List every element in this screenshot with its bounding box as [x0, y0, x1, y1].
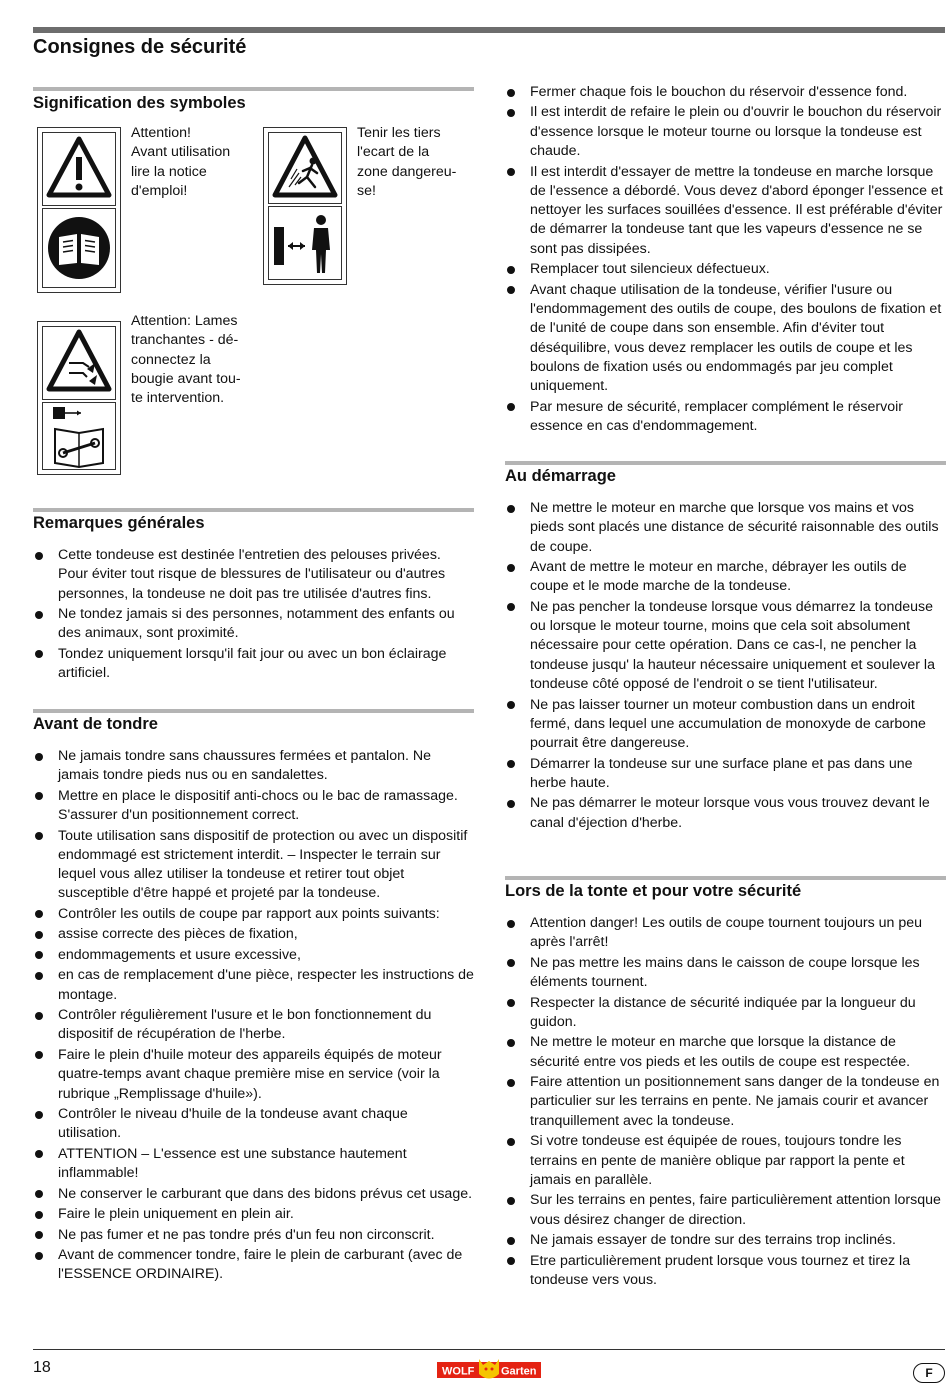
section-rule — [33, 87, 474, 91]
list-item: Avant chaque utilisation de la tondeuse, vérifier l'usure ou l'endommagement des outils de coupe, des boulons de fixation et de l'unité de coupe dans son ensemble. Afin d'éviter tout déséquilibre, vous devez remplacer les outils de coupe et les boulons de fixation usés ou endommagés par jeu complet uniquement. — [505, 281, 946, 397]
symbol-keep-distance — [263, 127, 347, 285]
list-item: Sur les terrains en pentes, faire particulièrement attention lorsque vous désirez changer de direction. — [505, 1191, 946, 1230]
list-item: Mettre en place le dispositif anti-chocs ou le bac de ramassage. S'assurer d'un positionnement correct. — [33, 787, 474, 826]
list-item: Contrôler les outils de coupe par rapport aux points suivants: — [33, 905, 474, 924]
list-item: Remplacer tout silencieux défectueux. — [505, 260, 946, 279]
list-item: Ne mettre le moteur en marche que lorsque vos mains et vos pieds sont placés une distance de sécurité raisonnable des outils de coupe. — [505, 499, 946, 557]
list-item: Ne mettre le moteur en marche que lorsque la distance de sécurité entre vos pieds et les outils de coupe est respectée. — [505, 1033, 946, 1072]
footer-rule — [33, 1349, 945, 1350]
list-item: Ne pas démarrer le moteur lorsque vous vous trouvez devant le canal d'éjection d'herbe. — [505, 794, 946, 833]
logo-text-left: WOLF — [442, 1365, 475, 1378]
logo-text-right: Garten — [501, 1365, 537, 1378]
before-heading: Avant de tondre — [33, 715, 158, 733]
list-item: Ne pas fumer et ne pas tondre prés d'un feu non circonscrit. — [33, 1226, 474, 1245]
list-item: Attention danger! Les outils de coupe tournent toujours un peu après l'arrêt! — [505, 914, 946, 953]
language-badge: F — [913, 1363, 945, 1383]
thrown-objects-icon — [268, 132, 342, 204]
symbols-heading: Signification des symboles — [33, 94, 246, 112]
list-item: Etre particulièrement prudent lorsque vous tournez et tirez la tondeuse vers vous. — [505, 1252, 946, 1291]
list-item: Contrôler le niveau d'huile de la tondeuse avant chaque utilisation. — [33, 1105, 474, 1144]
list-item: Ne conserver le carburant que dans des bidons prévus cet usage. — [33, 1185, 474, 1204]
list-item: Par mesure de sécurité, remplacer complément le réservoir essence en cas d'endommagement. — [505, 398, 946, 437]
page-title: Consignes de sécurité — [33, 36, 247, 58]
symbol-text-keep-distance: Tenir les tiers l'ecart de la zone dangereu- se! — [357, 125, 457, 199]
page-number: 18 — [33, 1359, 51, 1376]
list-item: Tondez uniquement lorsqu'il fait jour ou avec un bon éclairage artificiel. — [33, 645, 474, 684]
top-rule — [33, 27, 945, 33]
list-item: assise correcte des pièces de fixation, — [33, 925, 474, 944]
section-rule — [505, 876, 946, 880]
list-item: ATTENTION – L'essence est une substance hautement inflammable! — [33, 1145, 474, 1184]
before-list — [33, 747, 474, 1286]
section-rule — [33, 709, 474, 713]
general-list — [33, 546, 474, 685]
symbol-text-read-manual: Attention! Avant utilisation lire la notice d'emploi! — [131, 125, 231, 199]
list-item: Faire le plein d'huile moteur des appareils équipés de moteur quatre-temps avant chaque première mise en service (voir la rubrique „Remplissage d'huile»). — [33, 1046, 474, 1104]
list-item: Si votre tondeuse est équipée de roues, toujours tondre les terrains en pente de manière oblique par rapport la pente et jamais en parallèle. — [505, 1132, 946, 1190]
list-item: Cette tondeuse est destinée l'entretien des pelouses privées. Pour éviter tout risque de blessures de l'utilisateur ou d'autres personnes, la tondeuse ne doit pas tre utilisée d'autres fins. — [33, 546, 474, 604]
list-item: Ne pas pencher la tondeuse lorsque vous démarrez la tondeuse ou lorsque le moteur tourne, moins que cela soit absolument nécessaire pour cette opération. Dans ce cas-l, ne pencher la tondeuse jusqu' la hauteur nécessaire uniquement et soulever la tondeuse côté opposé de l'endroit o se tient l'utilisateur. — [505, 598, 946, 694]
list-item: Avant de mettre le moteur en marche, débrayer les outils de coupe et le mode marche de la tondeuse. — [505, 558, 946, 597]
list-item: Toute utilisation sans dispositif de protection ou avec un dispositif endommagé est strictement interdit. – Inspecter le terrain sur lequel vous allez utiliser la tondeuse et retirer tout objet susceptible d'être happé et projeté par la tondeuse. — [33, 827, 474, 904]
list-item: Démarrer la tondeuse sur une surface plane et pas dans une herbe haute. — [505, 755, 946, 794]
list-item: Faire le plein uniquement en plein air. — [33, 1205, 474, 1224]
section-rule — [505, 461, 946, 465]
distance-person-icon — [268, 206, 342, 280]
list-item: Contrôler régulièrement l'usure et le bon fonctionnement du dispositif de récupération de l'herbe. — [33, 1006, 474, 1045]
list-item: Ne jamais tondre sans chaussures fermées et pantalon. Ne jamais tondre pieds nus ou en sandalettes. — [33, 747, 474, 786]
blade-warning-icon — [42, 326, 116, 400]
list-item: Fermer chaque fois le bouchon du réservoir d'essence fond. — [505, 83, 946, 102]
list-item: Ne jamais essayer de tondre sur des terrains trop inclinés. — [505, 1231, 946, 1250]
spark-plug-wrench-icon — [42, 402, 116, 470]
section-rule — [33, 508, 474, 512]
general-heading: Remarques générales — [33, 514, 205, 532]
read-manual-icon — [42, 208, 116, 288]
list-item: Avant de commencer tondre, faire le plein de carburant (avec de l'ESSENCE ORDINAIRE). — [33, 1246, 474, 1285]
list-item: Il est interdit d'essayer de mettre la tondeuse en marche lorsque de l'essence a débordé. Vous devez d'abord éponger l'essence et nettoyer les surfaces souillées d'essence. Il est préférable d'éviter de démarrer la tondeuse tant que les vapeurs d'essence ne se sont pas dissipées. — [505, 163, 946, 259]
mowing-list — [505, 914, 946, 1291]
list-item: Ne tondez jamais si des personnes, notamment des enfants ou des animaux, sont proximité. — [33, 605, 474, 644]
symbol-text-sharp-blades: Attention: Lames tranchantes - dé- connectez la bougie avant tou- te intervention. — [131, 313, 241, 407]
list-item: Il est interdit de refaire le plein ou d'ouvrir le bouchon du réservoir d'essence lorsque le moteur tourne ou lorsque la tondeuse est chaude. — [505, 103, 946, 161]
mowing-heading: Lors de la tonte et pour votre sécurité — [505, 882, 802, 900]
list-item: Ne pas laisser tourner un moteur combustion dans un endroit fermé, dans lequel une accumulation de monoxyde de carbone pourrait être dangereuse. — [505, 696, 946, 754]
wolf-garten-logo — [437, 1357, 541, 1382]
list-item: en cas de remplacement d'une pièce, respecter les instructions de montage. — [33, 966, 474, 1005]
symbol-read-manual — [37, 127, 121, 293]
list-item: endommagements et usure excessive, — [33, 946, 474, 965]
list-item: Ne pas mettre les mains dans le caisson de coupe lorsque les éléments tournent. — [505, 954, 946, 993]
symbol-sharp-blades — [37, 321, 121, 475]
continued-list — [505, 83, 946, 437]
startup-heading: Au démarrage — [505, 467, 616, 485]
startup-list — [505, 499, 946, 834]
list-item: Respecter la distance de sécurité indiquée par la longueur du guidon. — [505, 994, 946, 1033]
list-item: Faire attention un positionnement sans danger de la tondeuse en particulier sur les terrains en pente. Ne jamais courir et avancer tranquillement avec la tondeuse. — [505, 1073, 946, 1131]
warning-icon — [42, 132, 116, 206]
